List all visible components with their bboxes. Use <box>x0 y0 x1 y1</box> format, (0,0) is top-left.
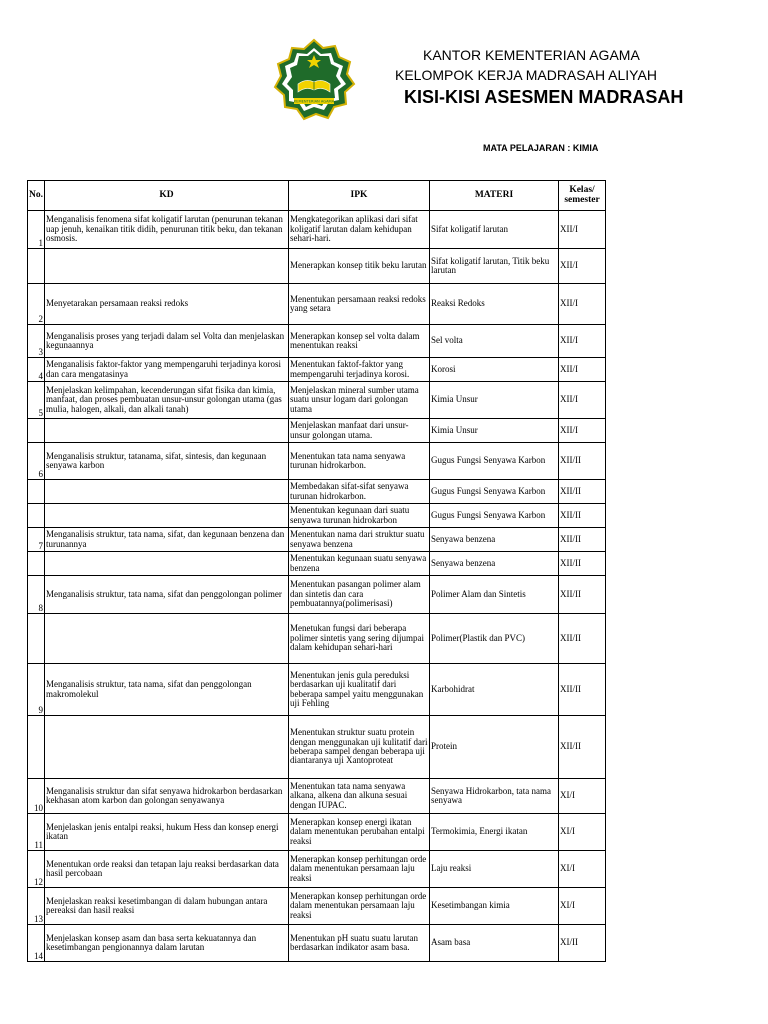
materi-cell: Sifat koligatif larutan <box>430 211 559 249</box>
materi-cell: Protein <box>430 716 559 779</box>
svg-text:KEMENTERIAN AGAMA: KEMENTERIAN AGAMA <box>293 99 335 104</box>
materi-cell: Reaksi Redoks <box>430 284 559 325</box>
kd-cell: Menentukan orde reaksi dan tetapan laju reaksi berdasarkan data hasil percobaan <box>45 851 289 888</box>
row-number: 5 <box>28 382 45 419</box>
table-row <box>28 814 606 851</box>
kd-cell: Menganalisis struktur, tata nama, sifat dan penggolongan polimer <box>45 576 289 614</box>
kd-cell: Menganalisis proses yang terjadi dalam sel Volta dan menjelaskan kegunaannya <box>45 325 289 358</box>
kelas-cell: XII/I <box>559 249 606 284</box>
kelas-cell: XII/I <box>559 211 606 249</box>
ipk-cell: Menerapkan konsep perhitungan orde dalam menentukan persamaan laju reaksi <box>289 851 430 888</box>
row-number: 3 <box>28 325 45 358</box>
materi-cell: Kimia Unsur <box>430 382 559 419</box>
kelas-cell: XI/I <box>559 851 606 888</box>
row-number: 7 <box>28 528 45 552</box>
kd-cell: Menganalisis struktur, tatanama, sifat, sintesis, dan kegunaan senyawa karbon <box>45 443 289 480</box>
table-row <box>28 211 606 249</box>
table-row <box>28 249 606 284</box>
ipk-cell: Menentukan struktur suatu protein dengan menggunakan uji kulitatif dari beberapa sampel dengan beberapa uji diantaranya uji Xantoproteat <box>289 716 430 779</box>
table-header-row <box>28 181 606 211</box>
col-header-materi: MATERI <box>430 181 559 211</box>
row-number: 10 <box>28 779 45 814</box>
col-header-kelas: Kelas/ semester <box>559 181 606 211</box>
kelas-cell: XII/II <box>559 716 606 779</box>
row-number: 2 <box>28 284 45 325</box>
kelas-cell: XII/II <box>559 528 606 552</box>
kelas-cell: XII/II <box>559 576 606 614</box>
table-row <box>28 382 606 419</box>
row-number <box>28 249 45 284</box>
row-number: 4 <box>28 358 45 382</box>
ipk-cell: Menentukan jenis gula pereduksi berdasarkan uji kualitatif dari beberapa sampel yaitu menggunakan uji Fehling <box>289 664 430 716</box>
row-number <box>28 614 45 664</box>
row-number <box>28 716 45 779</box>
kelas-cell: XII/II <box>559 480 606 504</box>
materi-cell: Termokimia, Energi ikatan <box>430 814 559 851</box>
table-row <box>28 284 606 325</box>
materi-cell: Senyawa Hidrokarbon, tata nama senyawa <box>430 779 559 814</box>
ipk-cell: Menjelaskan manfaat dari unsur-unsur golongan utama. <box>289 419 430 443</box>
header-line-2: KELOMPOK KERJA MADRASAH ALIYAH <box>395 67 657 83</box>
kelas-cell: XII/I <box>559 325 606 358</box>
materi-cell: Kesetimbangan kimia <box>430 888 559 925</box>
materi-cell: Korosi <box>430 358 559 382</box>
ipk-cell: Menetukan fungsi dari beberapa polimer sintetis yang sering dijumpai dalam kehidupan sehari-hari <box>289 614 430 664</box>
row-number: 9 <box>28 664 45 716</box>
table-row <box>28 552 606 576</box>
header-line-1: KANTOR KEMENTERIAN AGAMA <box>423 47 640 63</box>
ipk-cell: Menentukan tata nama senyawa alkana, alkena dan alkuna sesuai dengan IUPAC. <box>289 779 430 814</box>
ipk-cell: Menentukan tata nama senyawa turunan hidrokarbon. <box>289 443 430 480</box>
kelas-cell: XII/II <box>559 614 606 664</box>
ipk-cell: Menjelaskan mineral sumber utama suatu unsur logam dari golongan utama <box>289 382 430 419</box>
kelas-cell: XII/II <box>559 443 606 480</box>
kelas-cell: XII/II <box>559 504 606 528</box>
materi-cell: Asam basa <box>430 925 559 962</box>
header-block <box>0 40 684 120</box>
row-number: 11 <box>28 814 45 851</box>
materi-cell: Gugus Fungsi Senyawa Karbon <box>430 480 559 504</box>
kd-cell <box>45 552 289 576</box>
table-row <box>28 888 606 925</box>
table-row <box>28 851 606 888</box>
ipk-cell: Menerapkan konsep perhitungan orde dalam menentukan persamaan laju reaksi <box>289 888 430 925</box>
materi-cell: Polimer(Plastik dan PVC) <box>430 614 559 664</box>
ipk-cell: Menerapkan konsep sel volta dalam menentukan reaksi <box>289 325 430 358</box>
table-row <box>28 664 606 716</box>
kelas-cell: XI/I <box>559 888 606 925</box>
kelas-cell: XII/I <box>559 419 606 443</box>
ipk-cell: Menentukan kegunaan dari suatu senyawa turunan hidrokarbon <box>289 504 430 528</box>
row-number <box>28 419 45 443</box>
table-row <box>28 716 606 779</box>
materi-cell: Gugus Fungsi Senyawa Karbon <box>430 504 559 528</box>
row-number <box>28 504 45 528</box>
materi-cell: Karbohidrat <box>430 664 559 716</box>
table-row <box>28 925 606 962</box>
kelas-cell: XII/I <box>559 284 606 325</box>
ipk-cell: Menentukan faktof-faktor yang mempengaruhi terjadinya korosi. <box>289 358 430 382</box>
materi-cell: Laju reaksi <box>430 851 559 888</box>
kd-cell <box>45 504 289 528</box>
ipk-cell: Menentukan pasangan polimer alam dan sintetis dan cara pembuatannya(polimerisasi) <box>289 576 430 614</box>
kisi-kisi-table <box>27 180 606 962</box>
subject-label: MATA PELAJARAN : KIMIA <box>483 143 599 153</box>
kd-cell: Menjelaskan reaksi kesetimbangan di dalam hubungan antara pereaksi dan hasil reaksi <box>45 888 289 925</box>
col-header-kd: KD <box>45 181 289 211</box>
ipk-cell: Menentukan persamaan reaksi redoks yang setara <box>289 284 430 325</box>
materi-cell: Sel volta <box>430 325 559 358</box>
ipk-cell: Mengkategorikan aplikasi dari sifat koligatif larutan dalam kehidupan sehari-hari. <box>289 211 430 249</box>
materi-cell: Senyawa benzena <box>430 552 559 576</box>
materi-cell: Gugus Fungsi Senyawa Karbon <box>430 443 559 480</box>
kd-cell: Menganalisis struktur, tata nama, sifat, dan kegunaan benzena dan turunannya <box>45 528 289 552</box>
ipk-cell: Menentukan nama dari struktur suatu senyawa benzena <box>289 528 430 552</box>
col-header-ipk: IPK <box>289 181 430 211</box>
materi-cell: Sifat koligatif larutan, Titik beku larutan <box>430 249 559 284</box>
table-row <box>28 614 606 664</box>
kd-cell <box>45 480 289 504</box>
ipk-cell: Menerapkan konsep energi ikatan dalam menentukan perubahan entalpi reaksi <box>289 814 430 851</box>
kd-cell: Menjelaskan konsep asam dan basa serta kekuatannya dan kesetimbangan pengionannya dalam larutan <box>45 925 289 962</box>
row-number <box>28 480 45 504</box>
table-row <box>28 358 606 382</box>
kd-cell: Menjelaskan jenis entalpi reaksi, hukum Hess dan konsep energi ikatan <box>45 814 289 851</box>
table-row <box>28 480 606 504</box>
kd-cell: Menyetarakan persamaan reaksi redoks <box>45 284 289 325</box>
row-number: 14 <box>28 925 45 962</box>
kelas-cell: XII/II <box>559 552 606 576</box>
table-row <box>28 576 606 614</box>
row-number: 6 <box>28 443 45 480</box>
kd-cell: Menganalisis struktur dan sifat senyawa hidrokarbon berdasarkan kekhasan atom karbon dan golongan senyawanya <box>45 779 289 814</box>
materi-cell: Senyawa benzena <box>430 528 559 552</box>
kelas-cell: XI/I <box>559 814 606 851</box>
kd-cell <box>45 614 289 664</box>
kelas-cell: XII/II <box>559 664 606 716</box>
row-number: 12 <box>28 851 45 888</box>
header-line-3: KISI-KISI ASESMEN MADRASAH <box>404 87 684 107</box>
kelas-cell: XI/II <box>559 925 606 962</box>
kelas-cell: XII/I <box>559 382 606 419</box>
table-row <box>28 325 606 358</box>
kelas-cell: XII/I <box>559 358 606 382</box>
row-number: 13 <box>28 888 45 925</box>
kd-cell <box>45 419 289 443</box>
table-row <box>28 779 606 814</box>
row-number <box>28 552 45 576</box>
row-number: 8 <box>28 576 45 614</box>
ipk-cell: Menentukan pH suatu suatu larutan berdasarkan indikator asam basa. <box>289 925 430 962</box>
kd-cell: Menjelaskan kelimpahan, kecenderungan sifat fisika dan kimia, manfaat, dan proses pembuatan unsur-unsur golongan utama (gas mulia, halogen, alkali, dan alkali tanah) <box>45 382 289 419</box>
kd-cell <box>45 249 289 284</box>
col-header-no: No. <box>28 181 45 211</box>
kelas-cell: XI/I <box>559 779 606 814</box>
ipk-cell: Membedakan sifat-sifat senyawa turunan hidrokarbon. <box>289 480 430 504</box>
table-row <box>28 504 606 528</box>
kd-cell: Menganalisis faktor-faktor yang mempengaruhi terjadinya korosi dan cara mengatasinya <box>45 358 289 382</box>
kd-cell <box>45 716 289 779</box>
kd-cell: Menganalisis struktur, tata nama, sifat dan penggolongan makromolekul <box>45 664 289 716</box>
ipk-cell: Menentukan kegunaan suatu senyawa benzena <box>289 552 430 576</box>
table-row <box>28 528 606 552</box>
materi-cell: Polimer Alam dan Sintetis <box>430 576 559 614</box>
materi-cell: Kimia Unsur <box>430 419 559 443</box>
ipk-cell: Menerapkan konsep titik beku larutan <box>289 249 430 284</box>
row-number: 1 <box>28 211 45 249</box>
kd-cell: Menganalisis fenomena sifat koligatif larutan (penurunan tekanan uap jenuh, kenaikan titik didih, penurunan titik beku, dan tekanan osmosis. <box>45 211 289 249</box>
table-row <box>28 443 606 480</box>
table-row <box>28 419 606 443</box>
